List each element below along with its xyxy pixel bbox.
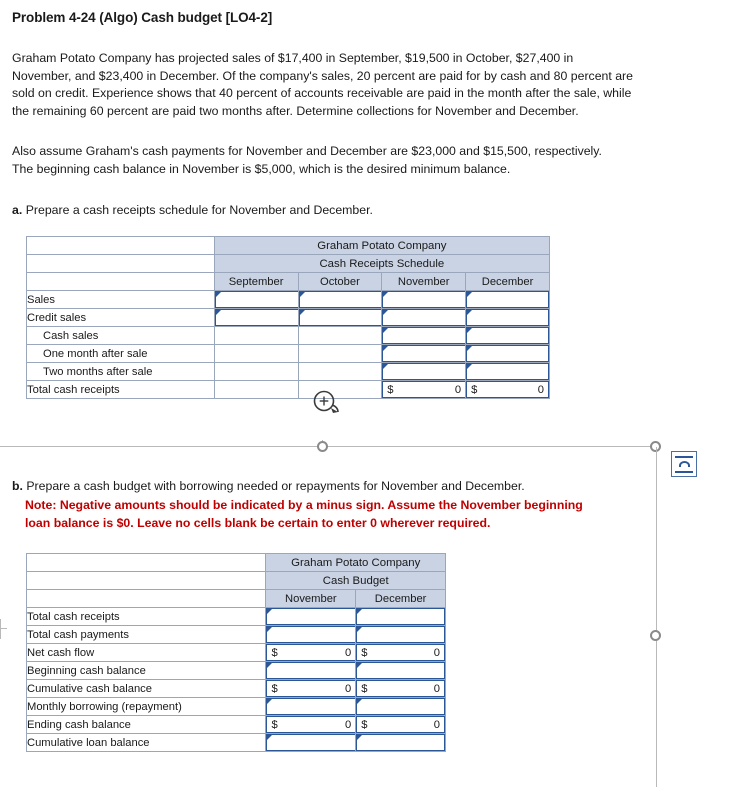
table-a-col-december: December bbox=[466, 273, 550, 291]
cumulative-loan-balance-november-input[interactable] bbox=[266, 734, 356, 752]
table-row bbox=[27, 734, 446, 752]
table-a-company-name: Graham Potato Company bbox=[214, 237, 549, 255]
cash-sales-october-cell bbox=[298, 327, 382, 345]
table-row bbox=[27, 327, 550, 345]
cash-receipts-schedule-table bbox=[26, 236, 550, 399]
table-row bbox=[27, 626, 446, 644]
table-b-corner-cell-3 bbox=[27, 590, 266, 608]
amount-value: 0 bbox=[537, 383, 544, 396]
sales-november-input[interactable] bbox=[382, 291, 466, 309]
table-a-corner-cell bbox=[27, 237, 215, 255]
credit-sales-october-input[interactable] bbox=[298, 309, 382, 327]
two-months-november-input[interactable] bbox=[382, 363, 466, 381]
currency-symbol: $ bbox=[271, 718, 278, 731]
sales-september-input[interactable] bbox=[214, 291, 298, 309]
splitter-handle-left[interactable] bbox=[317, 441, 328, 452]
amount-value: 0 bbox=[344, 646, 352, 659]
currency-symbol: $ bbox=[361, 718, 368, 731]
table-b-col-november: November bbox=[266, 590, 356, 608]
cumulative-cash-balance-december-value bbox=[356, 680, 446, 698]
budget-total-payments-december-input[interactable] bbox=[356, 626, 446, 644]
table-row bbox=[27, 644, 446, 662]
cash-sales-december-input[interactable] bbox=[466, 327, 550, 345]
currency-symbol: $ bbox=[271, 646, 278, 659]
ending-cash-balance-november-value bbox=[266, 716, 356, 734]
two-months-december-input[interactable] bbox=[466, 363, 550, 381]
table-row bbox=[27, 309, 550, 327]
budget-total-payments-november-input[interactable] bbox=[266, 626, 356, 644]
table-row bbox=[27, 363, 550, 381]
table-a-company-row bbox=[27, 237, 550, 255]
table-row bbox=[27, 662, 446, 680]
row-label-cash-sales: Cash sales bbox=[27, 327, 215, 345]
total-receipts-december-value bbox=[466, 381, 550, 399]
monthly-borrowing-december-input[interactable] bbox=[356, 698, 446, 716]
row-label-credit-sales: Credit sales bbox=[27, 309, 215, 327]
table-a-subtitle-row bbox=[27, 255, 550, 273]
amount-value: 0 bbox=[344, 682, 352, 695]
credit-sales-december-input[interactable] bbox=[466, 309, 550, 327]
note-line-2: loan balance is $0. Leave no cells blank be certain to enter 0 wherever required. bbox=[25, 515, 491, 530]
table-a-col-november: November bbox=[382, 273, 466, 291]
table-b-company-row bbox=[27, 554, 446, 572]
credit-sales-november-input[interactable] bbox=[382, 309, 466, 327]
table-b-company-name: Graham Potato Company bbox=[266, 554, 446, 572]
cash-budget-table bbox=[26, 553, 446, 752]
splitter-handle-lower-right[interactable] bbox=[650, 630, 661, 641]
part-a-letter: a. bbox=[12, 203, 23, 217]
total-receipts-november-value bbox=[382, 381, 466, 399]
row-label-two-months-after-sale: Two months after sale bbox=[27, 363, 215, 381]
amount-value: 0 bbox=[433, 718, 440, 731]
table-row bbox=[27, 716, 446, 734]
table-b-corner-cell bbox=[27, 554, 266, 572]
sales-october-input[interactable] bbox=[298, 291, 382, 309]
row-label-monthly-borrowing: Monthly borrowing (repayment) bbox=[27, 698, 266, 716]
two-months-october-cell bbox=[298, 363, 382, 381]
beginning-cash-balance-december-input[interactable] bbox=[356, 662, 446, 680]
part-b-label bbox=[12, 479, 525, 493]
row-label-sales: Sales bbox=[27, 291, 215, 309]
table-a-col-september: September bbox=[214, 273, 298, 291]
splitter-edge-tick-left bbox=[0, 628, 7, 629]
part-b-letter: b. bbox=[12, 479, 23, 493]
problem-paragraph-2: Also assume Graham's cash payments for November and December are $23,000 and $15,500, respectively. The beginning cash balance in November is $5,000, which is the desired minimum balance. bbox=[12, 144, 602, 176]
part-b-text: Prepare a cash budget with borrowing needed or repayments for November and December. bbox=[26, 479, 525, 493]
row-label-ending-cash-balance: Ending cash balance bbox=[27, 716, 266, 734]
row-label-net-cash-flow: Net cash flow bbox=[27, 644, 266, 662]
note-line-1: Note: Negative amounts should be indicated by a minus sign. Assume the November beginning bbox=[25, 498, 583, 512]
table-a-subtitle: Cash Receipts Schedule bbox=[214, 255, 549, 273]
row-label-cumulative-loan-balance: Cumulative loan balance bbox=[27, 734, 266, 752]
credit-sales-september-input[interactable] bbox=[214, 309, 298, 327]
zoom-cursor-icon bbox=[311, 388, 341, 418]
table-b-corner-cell-2 bbox=[27, 572, 266, 590]
page-title: Problem 4-24 (Algo) Cash budget [LO4-2] bbox=[12, 10, 273, 25]
cash-sales-september-cell bbox=[214, 327, 298, 345]
splitter-vertical-line bbox=[656, 447, 657, 787]
table-row bbox=[27, 680, 446, 698]
amount-value: 0 bbox=[433, 646, 440, 659]
one-month-october-cell bbox=[298, 345, 382, 363]
amount-value: 0 bbox=[344, 718, 352, 731]
cash-sales-november-input[interactable] bbox=[382, 327, 466, 345]
one-month-december-input[interactable] bbox=[466, 345, 550, 363]
row-label-total-cash-payments: Total cash payments bbox=[27, 626, 266, 644]
amount-value: 0 bbox=[454, 383, 462, 396]
table-a-corner-cell-3 bbox=[27, 273, 215, 291]
row-label-one-month-after-sale: One month after sale bbox=[27, 345, 215, 363]
row-label-total-cash-receipts: Total cash receipts bbox=[27, 381, 215, 399]
two-months-september-cell bbox=[214, 363, 298, 381]
cumulative-loan-balance-december-input[interactable] bbox=[356, 734, 446, 752]
table-b-subtitle: Cash Budget bbox=[266, 572, 446, 590]
currency-symbol: $ bbox=[387, 383, 394, 396]
budget-total-receipts-december-input[interactable] bbox=[356, 608, 446, 626]
table-b-column-header-row bbox=[27, 590, 446, 608]
currency-symbol: $ bbox=[361, 682, 368, 695]
table-row bbox=[27, 345, 550, 363]
one-month-september-cell bbox=[214, 345, 298, 363]
net-cash-flow-december-value bbox=[356, 644, 446, 662]
total-receipts-september-cell bbox=[214, 381, 298, 399]
ending-cash-balance-december-value bbox=[356, 716, 446, 734]
net-cash-flow-november-value bbox=[266, 644, 356, 662]
collapse-panel-icon[interactable] bbox=[671, 451, 697, 477]
row-label-total-cash-receipts: Total cash receipts bbox=[27, 608, 266, 626]
table-row bbox=[27, 608, 446, 626]
table-a-col-october: October bbox=[298, 273, 382, 291]
part-a-label bbox=[12, 203, 373, 217]
table-row bbox=[27, 381, 550, 399]
part-a-text: Prepare a cash receipts schedule for November and December. bbox=[25, 203, 373, 217]
currency-symbol: $ bbox=[361, 646, 368, 659]
row-label-beginning-cash-balance: Beginning cash balance bbox=[27, 662, 266, 680]
splitter-line bbox=[0, 446, 656, 447]
table-a-column-header-row bbox=[27, 273, 550, 291]
table-b-col-december: December bbox=[356, 590, 446, 608]
table-row bbox=[27, 698, 446, 716]
cumulative-cash-balance-november-value bbox=[266, 680, 356, 698]
amount-value: 0 bbox=[433, 682, 440, 695]
problem-paragraph-1: Graham Potato Company has projected sales of $17,400 in September, $19,500 in October, $27,400 in November, and $23,400 in December. Of the company's sales, 20 percent are paid for by cash and 80 percent are sold on credit. Experience shows that 40 percent of accounts receivable are paid in the month after the sale, while the remaining 60 percent are paid two months after. Determine collections for November and December. bbox=[12, 51, 633, 118]
table-a-corner-cell-2 bbox=[27, 255, 215, 273]
one-month-november-input[interactable] bbox=[382, 345, 466, 363]
sales-december-input[interactable] bbox=[466, 291, 550, 309]
part-b-note bbox=[25, 497, 650, 532]
table-b-subtitle-row bbox=[27, 572, 446, 590]
currency-symbol: $ bbox=[471, 383, 478, 396]
monthly-borrowing-november-input[interactable] bbox=[266, 698, 356, 716]
beginning-cash-balance-november-input[interactable] bbox=[266, 662, 356, 680]
row-label-cumulative-cash-balance: Cumulative cash balance bbox=[27, 680, 266, 698]
budget-total-receipts-november-input[interactable] bbox=[266, 608, 356, 626]
splitter-edge-line-left bbox=[0, 619, 1, 639]
currency-symbol: $ bbox=[271, 682, 278, 695]
table-row bbox=[27, 291, 550, 309]
